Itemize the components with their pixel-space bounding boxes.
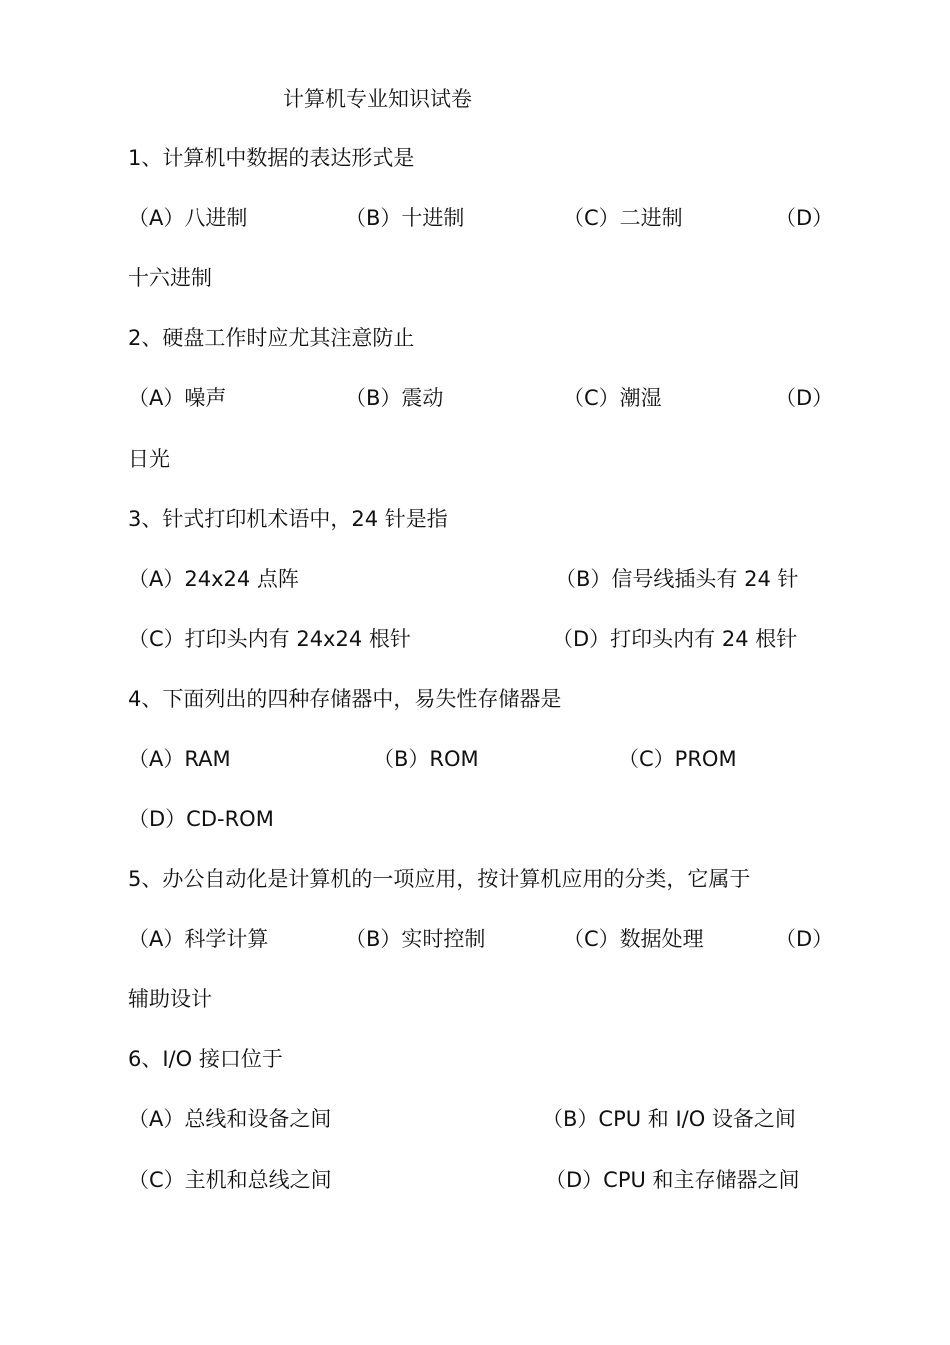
question-5-continuation: 辅助设计	[128, 987, 212, 1011]
question-3-option-c: （C）打印头内有 24x24 根针	[128, 627, 411, 651]
question-4-option-a: （A）RAM	[128, 747, 231, 771]
question-2-option-b: （B）震动	[345, 386, 444, 410]
question-4-option-b: （B）ROM	[373, 747, 479, 771]
question-1-option-b: （B）十进制	[345, 206, 465, 230]
question-1-option-c: （C）二进制	[563, 206, 683, 230]
question-3-option-a: （A）24x24 点阵	[128, 567, 299, 591]
question-3-stem: 3、针式打印机术语中，24 针是指	[128, 507, 448, 531]
question-4-stem: 4、下面列出的四种存储器中，易失性存储器是	[128, 687, 562, 711]
question-2-option-d: （D）	[775, 386, 834, 410]
question-1-stem: 1、计算机中数据的表达形式是	[128, 146, 415, 170]
question-5-option-d: （D）	[775, 927, 834, 951]
question-6-stem: 6、I/O 接口位于	[128, 1047, 283, 1071]
question-5-stem: 5、办公自动化是计算机的一项应用，按计算机应用的分类，它属于	[128, 867, 751, 891]
question-5-option-a: （A）科学计算	[128, 927, 269, 951]
question-5-option-c: （C）数据处理	[563, 927, 704, 951]
question-6-option-d: （D）CPU 和主存储器之间	[545, 1168, 800, 1192]
question-1-option-a: （A）八进制	[128, 206, 248, 230]
question-3-option-b: （B）信号线插头有 24 针	[555, 567, 799, 591]
question-1-continuation: 十六进制	[128, 266, 212, 290]
question-2-stem: 2、硬盘工作时应尤其注意防止	[128, 326, 415, 350]
question-4-option-c: （C）PROM	[618, 747, 737, 771]
question-6-option-b: （B）CPU 和 I/O 设备之间	[542, 1107, 796, 1131]
page-title: 计算机专业知识试卷	[283, 87, 472, 111]
question-6-option-a: （A）总线和设备之间	[128, 1107, 332, 1131]
question-5-option-b: （B）实时控制	[345, 927, 486, 951]
question-1-option-d: （D）	[775, 206, 834, 230]
question-6-option-c: （C）主机和总线之间	[128, 1168, 332, 1192]
question-2-continuation: 日光	[128, 447, 170, 471]
question-4-option-d: （D）CD-ROM	[128, 807, 274, 831]
question-2-option-c: （C）潮湿	[563, 386, 662, 410]
question-3-option-d: （D）打印头内有 24 根针	[552, 627, 798, 651]
question-2-option-a: （A）噪声	[128, 386, 227, 410]
